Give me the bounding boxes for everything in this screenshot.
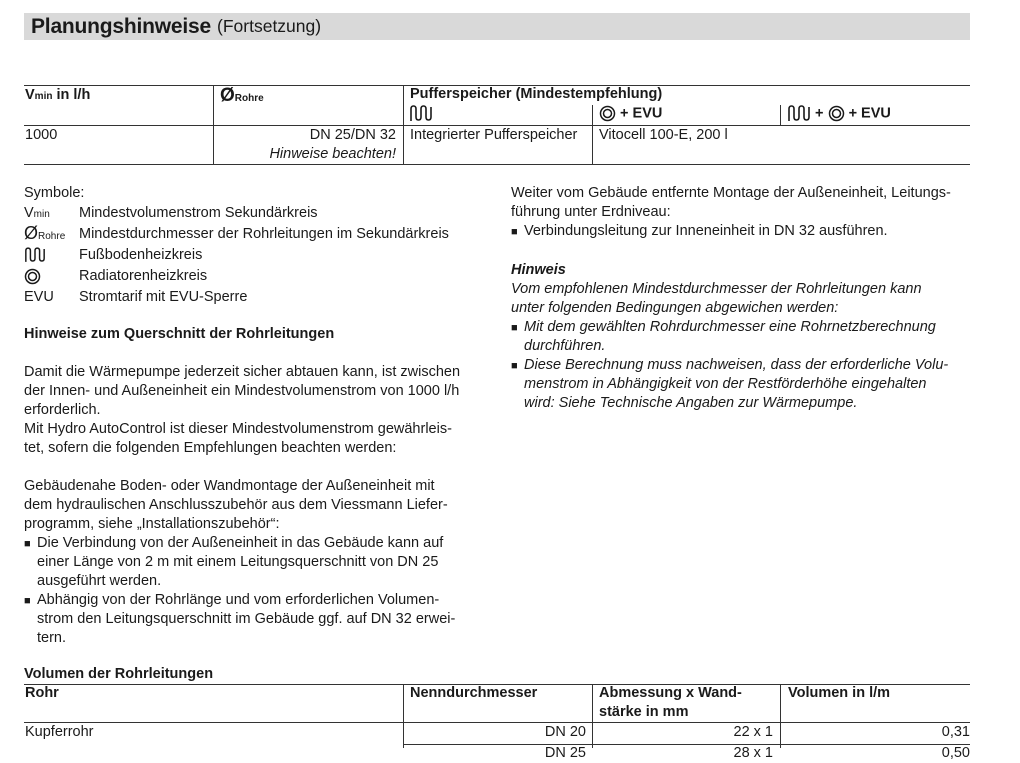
bullet-item: ■ Die Verbindung von der Außeneinheit in das Gebäude kann auf einer Länge von 2 m mit einem Leitungsquerschnitt von DN 25 ausgeführt werden. xyxy=(24,535,444,589)
header-vmin: Vmin in l/h xyxy=(25,87,91,103)
header-volume: Volumen in l/m xyxy=(788,685,891,701)
symbol-row: ØRohre Mindestdurchmesser der Rohrleitungen im Sekundärkreis xyxy=(24,222,449,243)
header-radiator-evu: + EVU xyxy=(599,105,662,122)
hint-bullet: ■ Mit dem gewählten Rohrdurchmesser eine Rohrnetzberechnung durchführen. xyxy=(511,319,936,354)
buffer-table xyxy=(24,85,970,165)
cell-buffer-floor: Integrierter Pufferspeicher xyxy=(410,127,578,143)
floor-heating-icon xyxy=(24,247,46,263)
pipe-volume-table xyxy=(24,665,970,761)
bullet-item: ■ Verbindungsleitung zur Inneneinheit in DN 32 ausführen. xyxy=(511,223,888,239)
floor-heating-icon xyxy=(409,105,433,122)
section-title: Hinweise zum Querschnitt der Rohrleitungen xyxy=(24,326,335,342)
hint-paragraph: Vom empfohlenen Mindestdurchmesser der Rohrleitungen kann unter folgenden Bedingungen abgewichen werden: xyxy=(511,281,922,316)
paragraph: Damit die Wärmepumpe jederzeit sicher abtauen kann, ist zwischen der Innen- und Außeneinheit ein Mindestvolumenstrom von 1000 l/h erforderlich. Mit Hydro AutoControl ist dieser Mindestvolumenstrom gewährleis- tet, sofern die folgenden Empfehlungen beachten werden: xyxy=(24,364,461,456)
hint-bullet: ■ Diese Berechnung muss nachweisen, dass der erforderliche Volu- menstrom in Abhängigkeit von der Restförderhöhe eingehalten wird: Siehe Technische Angaben zur Wärmepumpe. xyxy=(511,357,949,411)
bullet-item: ■ Abhängig von der Rohrlänge und vom erforderlichen Volumen- strom den Leitungsquerschnitt im Gebäude ggf. auf DN 32 erwei- tern. xyxy=(24,592,456,646)
symbols-title: Symbole: xyxy=(24,185,85,201)
radiator-icon xyxy=(828,105,845,122)
table-title: Volumen der Rohrleitungen xyxy=(24,666,214,682)
cell-buffer-evu: Vitocell 100-E, 200 l xyxy=(599,127,728,143)
left-column xyxy=(24,184,484,648)
header-floor-radiator-evu: + + EVU xyxy=(787,105,891,122)
header-nominal-diameter: Nenndurchmesser xyxy=(410,685,538,701)
cell-dn: DN 25 xyxy=(544,745,586,761)
header-pipe: Rohr xyxy=(25,685,59,701)
header-buffer: Pufferspeicher (Mindestempfehlung) xyxy=(410,86,663,102)
cell-volume: 0,31 xyxy=(941,724,970,740)
right-column xyxy=(511,184,981,413)
paragraph: Weiter vom Gebäude entfernte Montage der Außeneinheit, Leitungs- führung unter Erdniveau: xyxy=(511,185,951,220)
floor-heating-icon xyxy=(787,105,811,122)
page-subtitle: (Fortsetzung) xyxy=(217,16,322,36)
radiator-icon xyxy=(599,105,616,122)
hint-title: Hinweis xyxy=(511,262,566,278)
cell-volume: 0,50 xyxy=(941,745,970,761)
cell-pipe-note: Hinweise beachten! xyxy=(269,146,396,162)
symbol-row: Vmin Mindestvolumenstrom Sekundärkreis xyxy=(24,204,318,221)
cell-pipe-type: Kupferrohr xyxy=(25,724,94,740)
cell-pipe: DN 25/DN 32 xyxy=(309,127,396,143)
cell-dn: DN 20 xyxy=(544,724,586,740)
cell-dimension: 28 x 1 xyxy=(733,745,773,761)
header-dimension: Abmessung x Wand- stärke in mm xyxy=(599,685,742,720)
page-header xyxy=(24,13,970,40)
header-pipe-diameter: ØRohre xyxy=(220,85,264,106)
symbol-row: Fußbodenheizkreis xyxy=(24,245,484,266)
symbol-row: Radiatorenheizkreis xyxy=(24,266,484,287)
symbol-row: EVU Stromtarif mit EVU-Sperre xyxy=(24,289,248,305)
cell-vmin: 1000 xyxy=(25,127,58,143)
page-title: Planungshinweise xyxy=(31,14,212,38)
radiator-icon xyxy=(24,268,41,285)
cell-dimension: 22 x 1 xyxy=(733,724,773,740)
paragraph: Gebäudenahe Boden- oder Wandmontage der Außeneinheit mit dem hydraulischen Anschlusszubehör aus dem Viessmann Liefer- programm, siehe „Installationszubehör“: xyxy=(24,478,448,532)
